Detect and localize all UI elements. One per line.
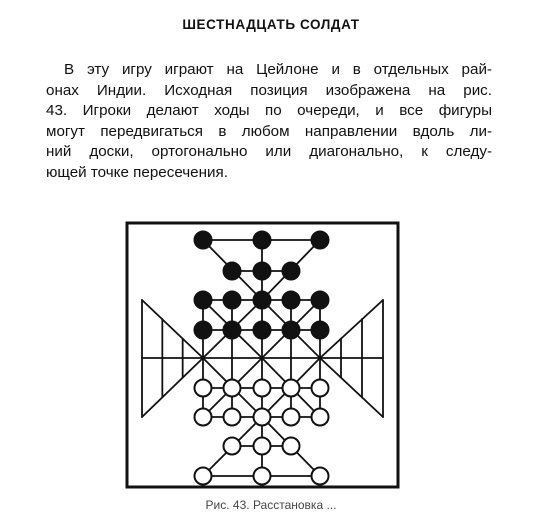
black-piece [312,232,329,249]
black-piece [224,263,241,280]
black-piece [224,292,241,309]
white-piece [195,380,212,397]
black-piece [195,292,212,309]
paragraph-line: В эту игру играют на Цейлоне и в отдельных рай- [64,61,492,78]
white-piece [224,380,241,397]
black-piece [283,292,300,309]
white-piece [283,438,300,455]
white-piece [224,438,241,455]
black-piece [224,322,241,339]
game-board-figure [124,218,404,490]
white-piece [254,380,271,397]
white-piece [195,468,212,485]
black-piece [195,232,212,249]
black-piece [254,292,271,309]
black-piece [312,292,329,309]
black-piece [254,322,271,339]
white-piece [254,438,271,455]
black-piece [195,322,212,339]
white-piece [312,380,329,397]
paragraph-line: ний доски, ортогонально или диагонально, к следу- [46,143,492,160]
body-paragraph [46,60,492,183]
white-piece [283,409,300,426]
white-piece [283,380,300,397]
figure-caption: Рис. 43. Расстановка ... [205,498,337,512]
paragraph-line: могут передвигаться в любом направлении вдоль ли- [46,122,492,140]
paragraph-line: 43. Игроки делают ходы по очереди, и все фигуры [46,102,492,119]
white-piece [224,409,241,426]
white-piece [254,409,271,426]
paragraph-line: ющей точке пересечения. [46,163,228,181]
black-piece [283,322,300,339]
white-piece [312,468,329,485]
black-piece [312,322,329,339]
white-piece [312,409,329,426]
right-wing-line [320,300,383,358]
paragraph-line: онах Индии. Исходная позиция изображена на рис. [46,81,492,99]
black-piece [254,263,271,280]
black-piece [283,263,300,280]
article-title: ШЕСТНАДЦАТЬ СОЛДАТ [182,17,360,32]
white-piece [195,409,212,426]
white-piece [254,468,271,485]
black-piece [254,232,271,249]
